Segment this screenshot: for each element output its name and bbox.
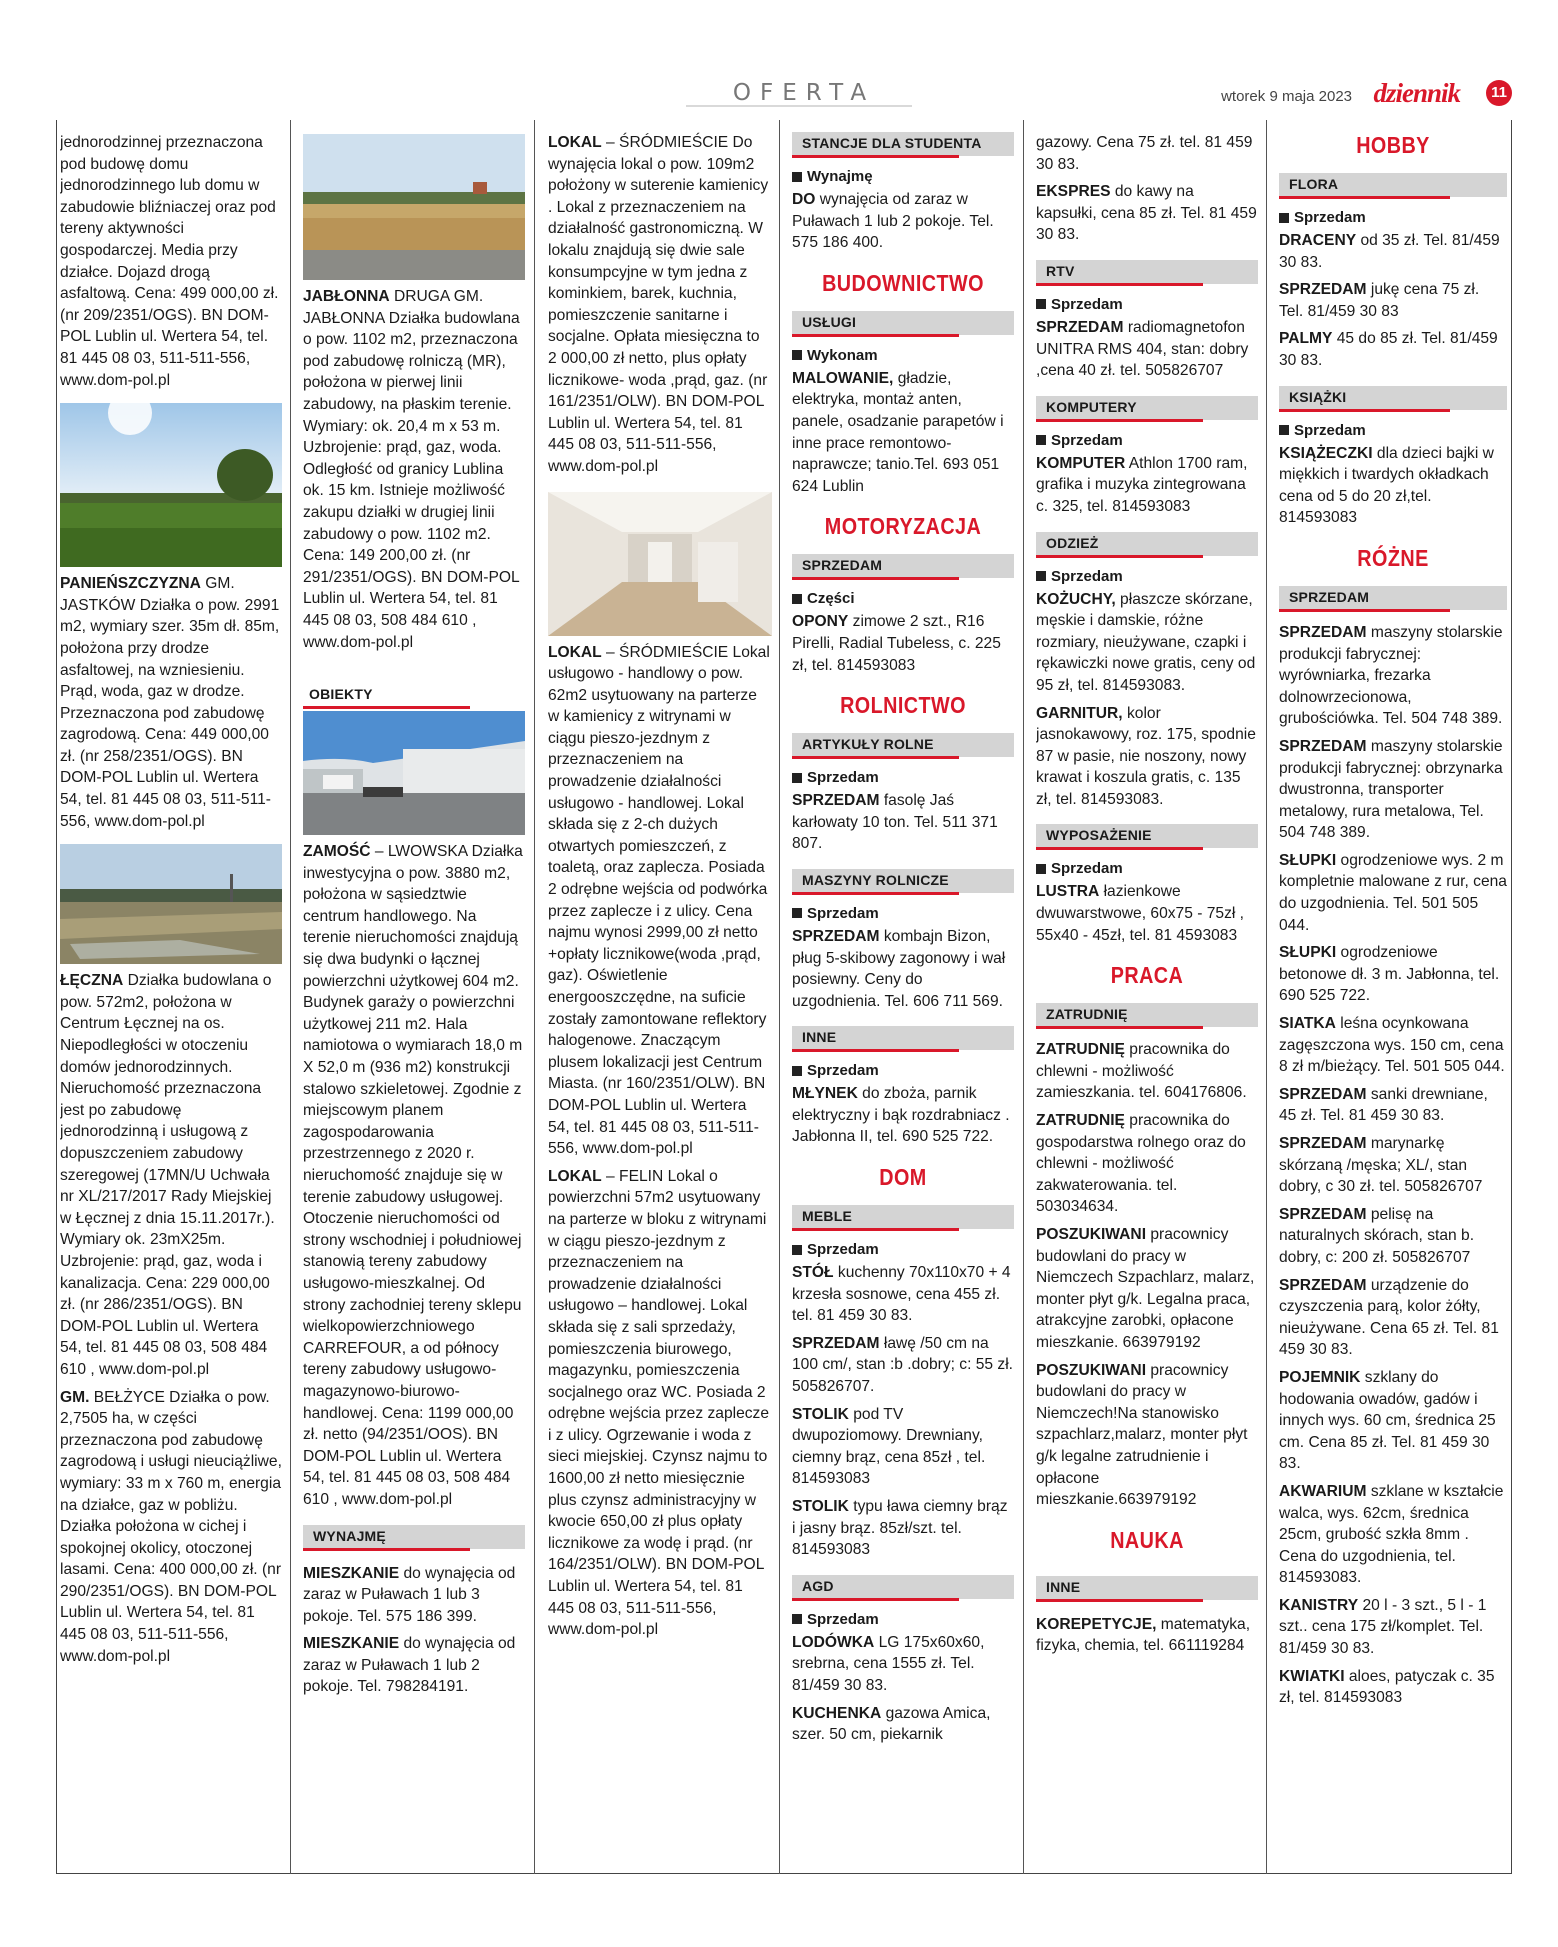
section-rolnictwo: ROLNICTWO <box>840 692 966 719</box>
subcategory-sprzedam: Sprzedam <box>792 769 1014 786</box>
ad-text: SPRZEDAM jukę cena 75 zł. Tel. 81/459 30 83 <box>1279 281 1480 320</box>
newspaper-logo: dziennik <box>1373 78 1460 108</box>
category-artykuly-rolne: ARTYKUŁY ROLNE <box>792 733 1014 757</box>
ad-text: PALMY 45 do 85 zł. Tel. 81/459 30 83. <box>1279 330 1498 369</box>
section-title: OFERTA <box>732 80 876 106</box>
ad-text: ZAMOŚĆ – LWOWSKA Działka inwestycyjna o pow. 3880 m2, położona w sąsiedztwie centrum handlowego. Na terenie nieruchomości znajdują się dwa budynki o łącznej powierzchni użytkowej 604 m2. Budynek garaży o powierzchni użytkowej 211 m2. Hala namiotowa o wymiarach 18,0 m X 52,0 m (936 m2) konstrukcji stalowo szkieletowej. Zgodnie z miejscowym planem zagospodarowania przestrzennego z 2020 r. nieruchomość znajduje się w terenie zabudowy usługowej. Otoczenie nieruchomości od strony wschodniej i południowej stanowią tereny zabudowy usługowo-mieszkalnej. Od strony zachodniej tereny sklepu wielkopowierzchniowego CARREFOUR, a od północy tereny zabudowy usługowo-magazynowo-biurowo-handlowej. Cena: 1199 000,00 zł. netto (94/2351/OOS). BN DOM-POL Lublin ul. Wertera 54, tel. 81 445 08 03, 508 484 610 , www.dom-pol.pl <box>303 843 523 1508</box>
column-rule <box>1023 120 1024 1874</box>
category-komputery: KOMPUTERY <box>1036 396 1258 420</box>
category-flora: FLORA <box>1279 173 1507 197</box>
photo-field-panienszczyzna <box>60 403 282 567</box>
ad-text: DRACENY od 35 zł. Tel. 81/459 30 83. <box>1279 232 1500 271</box>
category-inne: INNE <box>792 1026 1014 1050</box>
section-praca: PRACA <box>1110 962 1184 989</box>
category-zatrudnie: ZATRUDNIĘ <box>1036 1003 1258 1027</box>
subcategory-sprzedam: Sprzedam <box>1036 296 1258 313</box>
subcategory-wynajme: Wynajmę <box>792 168 1014 185</box>
ad-text: JABŁONNA DRUGA GM. JABŁONNA Działka budowlana o pow. 1102 m2, przeznaczona pod zabudowę rolniczą (MR), położona w pierwej linii zabudowy, na płaskim terenie. Wymiary: ok. 20,4 m x 53 m. Uzbrojenie: prąd, gaz, woda. Odległość od granicy Lublina ok. 15 km. Istnieje możliwość zakupu działki w drugiej linii zabudowy o pow. 1102 m2. Cena: 149 200,00 zł. (nr 291/2351/OGS). BN DOM-POL Lublin ul. Wertera 54, tel. 81 445 08 03, 508 484 610 , www.dom-pol.pl <box>303 288 520 651</box>
ad-text: jednorodzinnej przeznaczona pod budowę domu jednorodzinnego lub domu w zabudowie bliźniaczej oraz pod tereny aktywności gospodarczej. Media przy działce. Dojazd drogą asfaltową. Cena: 499 000,00 zł. (nr 209/2351/OGS). BN DOM-POL Lublin ul. Wertera 54, tel. 81 445 08 03, 511-511-556, www.dom-pol.pl <box>60 134 279 389</box>
ad-text: MIESZKANIE do wynajęcia od zaraz w Puławach 1 lub 3 pokoje. Tel. 575 186 399. <box>303 1564 516 1625</box>
ad-text: KWIATKI aloes, patyczak c. 35 zł, tel. 814593083 <box>1279 1667 1495 1707</box>
ad-text: KSIĄŻECZKI dla dzieci bajki w miękkich i twardych okładkach cena od 5 do 20 zł,tel. 814593083 <box>1279 444 1494 527</box>
page-number: 11 <box>1486 80 1512 106</box>
column-6 <box>1279 122 1507 1870</box>
subcategory-wykonam: Wykonam <box>792 347 1014 364</box>
column-3 <box>548 122 772 1870</box>
ad-text: LUSTRA łazienkowe dwuwarstwowe, 60x75 - 75zł , 55x40 - 45zł, tel. 81 4593083 <box>1036 883 1245 944</box>
ad-text: MALOWANIE, gładzie, elektryka, montaż anten, panele, osadzanie parapetów i inne prace remontowo-naprawcze; tanio.Tel. 693 051 624 Lublin <box>792 369 1004 495</box>
subcategory-sprzedam: Sprzedam <box>1279 422 1507 439</box>
category-ksiazki: KSIĄŻKI <box>1279 386 1507 410</box>
ad-text: GM. BEŁŻYCE Działka o pow. 2,7505 ha, w części przeznaczona pod zabudowę zagrodową i usługi nieuciążliwe, wymiary: 33 m x 760 m, energia na działce, gaz w pobliżu. Działka położona w cichej i spokojnej okolicy, otoczonej lasami. Cena: 400 000,00 zł. (nr 290/2351/OGS). BN DOM-POL Lublin ul. Wertera 54, tel. 81 445 08 03, 511-511-556, www.dom-pol.pl <box>60 1388 282 1665</box>
subcategory-sprzedam: Sprzedam <box>1036 568 1258 585</box>
ad-text: MŁYNEK do zboża, parnik elektryczny i bąk rozdrabniacz . Jabłonna II, tel. 690 525 722. <box>792 1085 1010 1146</box>
ad-text: SPRZEDAM kombajn Bizon, pług 5-skibowy zagonowy i wał posiewny. Ceny do uzgodnienia. Tel. 606 711 569. <box>792 927 1006 1010</box>
ad-text: gazowy. Cena 75 zł. tel. 81 459 30 83. <box>1036 134 1253 173</box>
ad-text: STOLIK typu ława ciemny brąz i jasny brąz. 85zł/szt. tel. 814593083 <box>792 1498 1008 1559</box>
ad-text: POSZUKIWANI pracownicy budowlani do pracy w Niemczech!Na stanowisko szpachlarz,malarz, monter płyt g/k legalne zatrudnienie i opłacone mieszkanie.663979192 <box>1036 1361 1248 1509</box>
ad-text: AKWARIUM szklane w kształcie walca, wys. 62cm, średnica 25cm, grubość szkła 8mm . Cena do uzgodnienia, tel. 814593083. <box>1279 1482 1504 1587</box>
ad-text: MIESZKANIE do wynajęcia od zaraz w Puławach 1 lub 2 pokoje. Tel. 798284191. <box>303 1635 516 1696</box>
ad-text: SPRZEDAM pelisę na naturalnych skórach, stan b. dobry, c: 200 zł. 505826707 <box>1279 1205 1475 1266</box>
section-budownictwo: BUDOWNICTWO <box>822 269 984 296</box>
issue-date: wtorek 9 maja 2023 <box>1221 88 1352 105</box>
section-hobby: HOBBY <box>1356 132 1430 158</box>
ad-text: SPRZEDAM urządzenie do czyszczenia parą, kolor żółty, nieużywane. Cena 65 zł. Tel. 81 459 30 83. <box>1279 1276 1499 1359</box>
subcategory-sprzedam: Sprzedam <box>792 1611 1014 1628</box>
category-rtv: RTV <box>1036 260 1258 284</box>
category-sprzedam: SPRZEDAM <box>792 554 1014 578</box>
ad-text: SPRZEDAM radiomagnetofon UNITRA RMS 404, stan: dobry ,cena 40 zł. tel. 505826707 <box>1036 318 1249 380</box>
column-rule <box>534 120 535 1874</box>
subcategory-sprzedam: Sprzedam <box>792 905 1014 922</box>
category-wynajme: WYNAJMĘ <box>303 1525 525 1549</box>
photo-interior-lokal <box>548 492 772 636</box>
category-obiekty: OBIEKTY <box>303 683 525 707</box>
column-2 <box>303 122 525 1870</box>
ad-text: LODÓWKA LG 175x60x60, srebrna, cena 1555 zł. Tel. 81/459 30 83. <box>792 1633 985 1694</box>
column-1 <box>60 122 282 1870</box>
ad-text: KOMPUTER Athlon 1700 ram, grafika i muzyka zintegrowana c. 325, tel. 814593083 <box>1036 454 1248 515</box>
subcategory-sprzedam: Sprzedam <box>1036 860 1258 877</box>
ad-text: LOKAL – ŚRÓDMIEŚCIE Lokal usługowo - handlowy o pow. 62m2 usytuowany na parterze w kamienicy z witrynami w ciągu pieszo-jezdnym z przeznaczeniem na prowadzenie działalności usługowo - handlowej. Lokal składa się z 2-ch dużych otwartych pomieszczeń, z toaletą, oraz zaplecza. Posiada 2 odrębne wejścia od podwórka przez zaplecze i z ulicy. Cena najmu wynosi 2999,00 zł netto +opłaty licznikowe(woda ,prąd, gaz). Oświetlenie energooszczędne, na suficie zostały zamontowane reflektory halogenowe. Znaczącym plusem lokalizacji jest Centrum Miasta. (nr 160/2351/OLW). BN DOM-POL Lublin ul. Wertera 54, tel. 81 445 08 03, 511-511-556, www.dom-pol.pl <box>548 643 770 1158</box>
ad-text: DO wynajęcia od zaraz w Puławach 1 lub 2 pokoje. Tel. 575 186 400. <box>792 191 994 252</box>
ad-text: SIATKA leśna ocynkowana zagęszczona wys. 150 cm, cena 8 zł m/bieżący. Tel. 501 505 044. <box>1279 1015 1505 1076</box>
category-sprzedam: SPRZEDAM <box>1279 586 1507 610</box>
category-stancje: STANCJE DLA STUDENTA <box>792 132 1014 156</box>
ad-text: POJEMNIK szklany do hodowania owadów, gadów i innych wys. 60 cm, średnica 25 cm. Cena 85 zł. Tel. 81 459 30 83. <box>1279 1368 1496 1473</box>
photo-buildings-zamosc <box>303 711 525 835</box>
section-motoryzacja: MOTORYZACJA <box>824 513 982 540</box>
ad-text: GARNITUR, kolor jasnokawowy, roz. 175, spodnie 87 w pasie, nie noszony, nowy krawat i koszula gratis, c. 135 zł, tel. 814593083. <box>1036 704 1256 808</box>
section-dom: DOM <box>879 1164 927 1191</box>
ad-text: SŁUPKI ogrodzeniowe wys. 2 m kompletnie malowane z rur, cena do uzgodnienia. Tel. 501 505 044. <box>1279 851 1507 934</box>
ad-text: ZATRUDNIĘ pracownika do chlewni - możliwość zamieszkania. tel. 604176806. <box>1036 1041 1247 1102</box>
ad-text: KUCHENKA gazowa Amica, szer. 50 cm, piekarnik <box>792 1704 991 1744</box>
ad-text: KANISTRY 20 l - 3 szt., 5 l - 1 szt.. cena 175 zł/komplet. Tel. 81/459 30 83. <box>1279 1596 1487 1658</box>
category-inne: INNE <box>1036 1576 1258 1600</box>
ad-text: SPRZEDAM fasolę Jaś karłowaty 10 ton. Tel. 511 371 807. <box>792 792 998 853</box>
category-odziez: ODZIEŻ <box>1036 532 1258 556</box>
ad-text: LOKAL – FELIN Lokal o powierzchni 57m2 usytuowany na parterze w bloku z witrynami w ciągu pieszo-jezdnym z przeznaczeniem na prowadzenie działalności usługowo – handlowej. Lokal składa się z sali sprzedaży, pomieszczenia biurowego, magazynku, pomieszczenia socjalnego oraz WC. Posiada 2 odrębne wejścia przez zaplecze i z ulicy. Ogrzewanie i woda z sieci miejskiej. Czynsz najmu to 1600,00 zł netto miesięcznie plus czynsz administracyjny w kwocie 650,00 zł plus opłaty licznikowe za wodę i prąd. (nr 164/2351/OLW). BN DOM-POL Lublin ul. Wertera 54, tel. 81 445 08 03, 511-511-556, www.dom-pol.pl <box>548 1167 770 1639</box>
category-wyposazenie: WYPOSAŻENIE <box>1036 824 1258 848</box>
subcategory-sprzedam: Sprzedam <box>1036 432 1258 449</box>
photo-field-jablonna <box>303 134 525 280</box>
column-rule <box>1266 120 1267 1874</box>
category-maszyny-rolnicze: MASZYNY ROLNICZE <box>792 869 1014 893</box>
column-rule <box>779 120 780 1874</box>
ad-text: KOREPETYCJE, matematyka, fizyka, chemia, tel. 661119284 <box>1036 1615 1251 1655</box>
ad-text: SPRZEDAM maszyny stolarskie produkcji fabrycznej: obrzynarka dwustronna, transporter metalowy, rura metalowa, Tel. 504 748 389. <box>1279 737 1503 842</box>
ad-text: STOLIK pod TV dwupoziomowy. Drewniany, ciemny brąz, cena 85zł , tel. 814593083 <box>792 1405 986 1488</box>
page-header <box>56 76 1512 120</box>
ad-text: SPRZEDAM marynarkę skórzaną /męska; XL/, stan dobry, c 30 zł. tel. 505826707 <box>1279 1135 1483 1196</box>
subcategory-sprzedam: Sprzedam <box>792 1062 1014 1079</box>
subcategory-czesci: Części <box>792 590 1014 607</box>
ad-text: SŁUPKI ogrodzeniowe betonowe dł. 3 m. Jabłonna, tel. 690 525 722. <box>1279 944 1500 1005</box>
ad-text: OPONY zimowe 2 szt., R16 Pirelli, Radial Tubeless, c. 225 zł, tel. 814593083 <box>792 613 1001 674</box>
column-rule <box>290 120 291 1874</box>
ad-text: EKSPRES do kawy na kapsułki, cena 85 zł. Tel. 81 459 30 83. <box>1036 183 1257 244</box>
subcategory-sprzedam: Sprzedam <box>1279 209 1507 226</box>
ad-text: LOKAL – ŚRÓDMIEŚCIE Do wynajęcia lokal o pow. 109m2 położony w suterenie kamienicy . Lokal z przeznaczeniem na działalność gastronomiczną. W lokalu znajdują się dwie sale konsumpcyjne w tym jedna z kominkiem, barek, kuchnia, pomieszczenie sanitarne i socjalne. Opłata miesięczna to 2 000,00 zł netto, plus opłaty licznikowe- woda ,prąd, gaz. (nr 161/2351/OLW). BN DOM-POL Lublin ul. Wertera 54, tel. 81 445 08 03, 511-511-556, www.dom-pol.pl <box>548 134 769 475</box>
ad-text: SPRZEDAM ławę /50 cm na 100 cm/, stan :b .dobry; c: 55 zł. 505826707. <box>792 1334 1014 1396</box>
category-meble: MEBLE <box>792 1205 1014 1229</box>
ad-text: STÓŁ kuchenny 70x110x70 + 4 krzesła sosnowe, cena 455 zł. tel. 81 459 30 83. <box>792 1264 1011 1325</box>
ad-text: POSZUKIWANI pracownicy budowlani do pracy w Niemczech Szpachlarz, malarz, monter płyt g/k. Legalna praca, atrakcyjne zarobki, opłacone mieszkanie. 663979192 <box>1036 1226 1255 1351</box>
ad-text: SPRZEDAM maszyny stolarskie produkcji fabrycznej: wyrówniarka, frezarka dolnowrzecionowa, grubościówka. Tel. 504 748 389. <box>1279 623 1503 728</box>
column-4 <box>792 122 1014 1870</box>
ad-text: SPRZEDAM sanki drewniane, 45 zł. Tel. 81 459 30 83. <box>1279 1085 1488 1125</box>
subcategory-sprzedam: Sprzedam <box>792 1241 1014 1258</box>
ad-text: ZATRUDNIĘ pracownika do gospodarstwa rolnego oraz do chlewni - możliwość zakwaterowania. tel. 503034634. <box>1036 1112 1246 1216</box>
category-agd: AGD <box>792 1575 1014 1599</box>
ad-text: KOŻUCHY, płaszcze skórzane, męskie i damskie, różne rozmiary, nieużywane, czapki i rękawiczki nowe gratis, ceny od 95 zł, tel. 814593083. <box>1036 590 1256 694</box>
section-nauka: NAUKA <box>1110 1526 1184 1553</box>
section-rozne: RÓŻNE <box>1357 544 1429 571</box>
category-uslugi: USŁUGI <box>792 311 1014 335</box>
ad-text: PANIEŃSZCZYZNA GM. JASTKÓW Działka o pow. 2991 m2, wymiary szer. 35m dł. 85m, położona przy drodze asfaltowej, na wzniesieniu. Prąd, woda, gaz w drodze. Przeznaczona pod zabudowę zagrodową. Cena: 449 000,00 zł. (nr 258/2351/OGS). BN DOM-POL Lublin ul. Wertera 54, tel. 81 445 08 03, 511-511-556, www.dom-pol.pl <box>60 575 280 830</box>
photo-plot-leczna <box>60 844 282 964</box>
ad-text: ŁĘCZNA Działka budowlana o pow. 572m2, położona w Centrum Łęcznej na os. Niepodległości w otoczeniu domów jednorodzinnych. Nieruchomość przeznaczona jest po zabudowę jednorodzinną i usługową z dopuszczeniem zabudowy szeregowej (17MN/U Uchwała nr XL/217/2017 Rady Miejskiej w Łęcznej z dnia 15.11.2017r.). Wymiary ok. 23mX25m. Uzbrojenie: prąd, gaz, woda i kanalizacja. Cena: 229 000,00 zł. (nr 286/2351/OGS). BN DOM-POL Lublin ul. Wertera 54, tel. 81 445 08 03, 508 484 610 , www.dom-pol.pl <box>60 972 275 1378</box>
column-5 <box>1036 122 1258 1870</box>
